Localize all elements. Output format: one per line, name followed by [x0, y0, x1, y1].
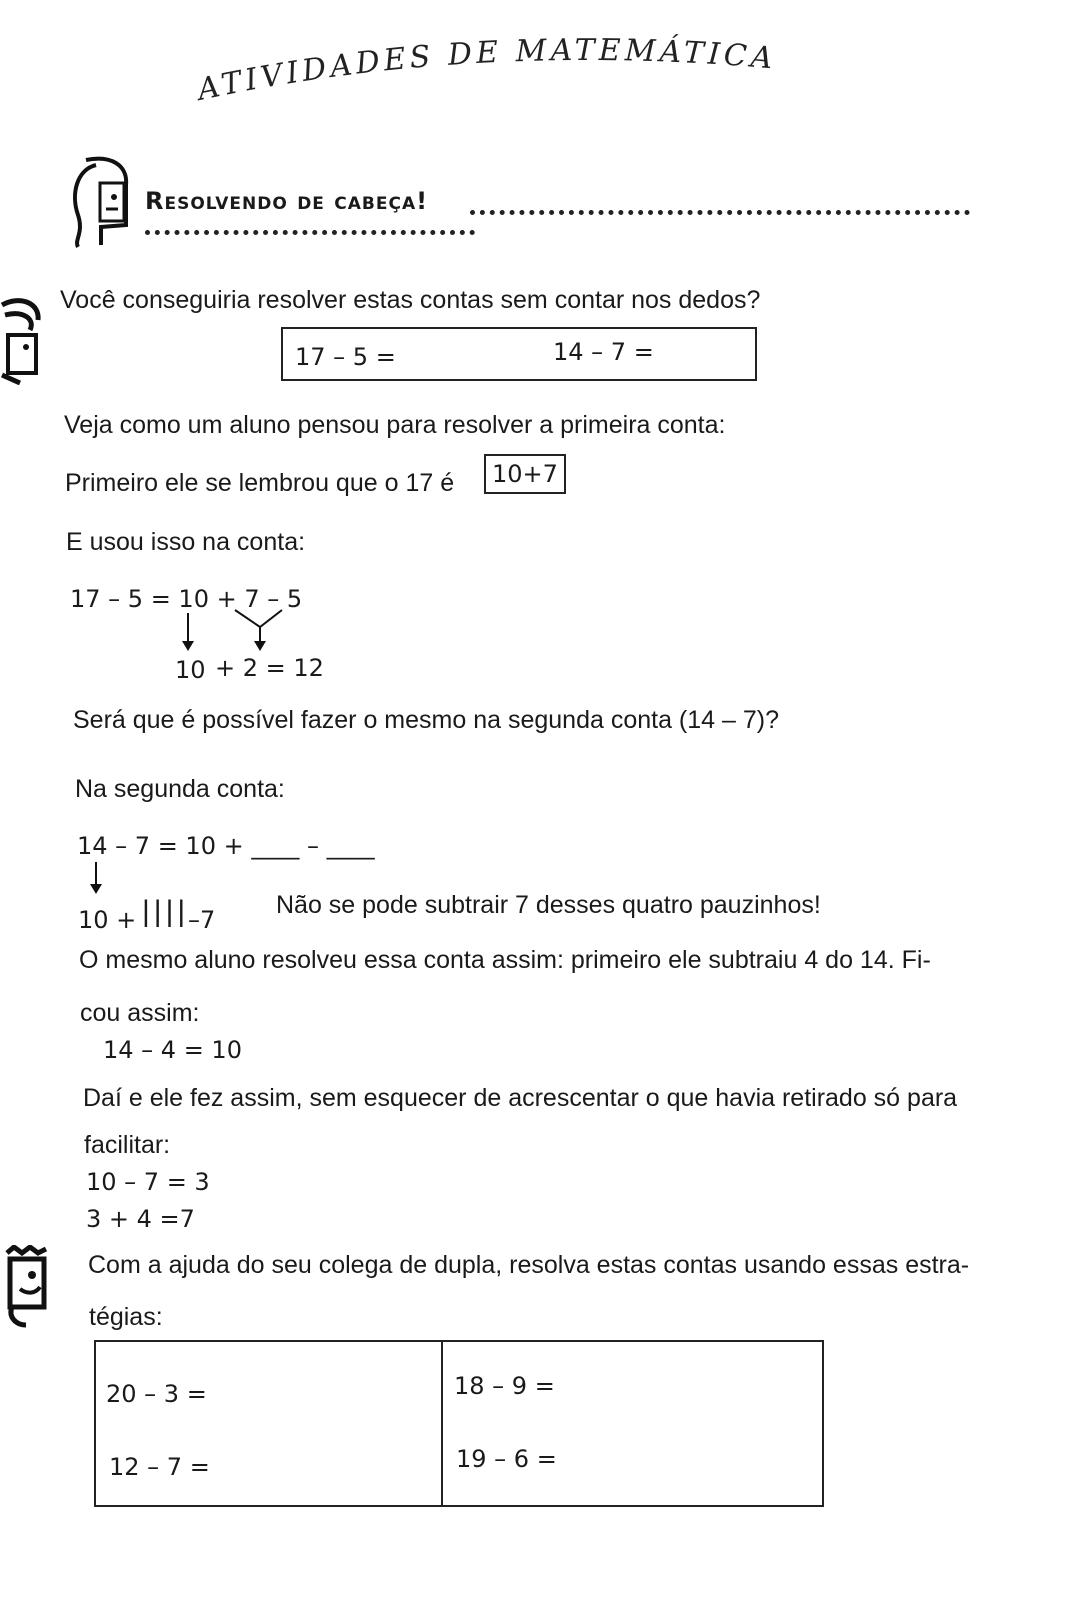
exercise-line-1: Com a ajuda do seu colega de dupla, resolva estas contas usando essas estra-	[88, 1251, 970, 1279]
second-eq2-right: –7	[188, 906, 216, 934]
second-label: Na segunda conta:	[75, 775, 285, 803]
strategy-p1-line1: O mesmo aluno resolveu essa conta assim: primeiro ele subtraiu 4 do 14. Fi-	[79, 946, 931, 974]
example-eq2-right: + 2 = 12	[215, 654, 324, 682]
example-equation-1: 17 – 5 = 10 + 7 – 5	[70, 585, 303, 613]
second-arrow	[86, 860, 106, 900]
exercise-op-4: 19 – 6 =	[456, 1445, 557, 1473]
svg-text:ATIVIDADES DE MATEMÁTICA: ATIVIDADES DE MATEMÁTICA	[194, 32, 778, 108]
exercise-grid-divider	[441, 1342, 443, 1505]
second-note: Não se pode subtrair 7 desses quatro pauzinhos!	[276, 891, 821, 919]
intro-op-1: 17 – 5 =	[295, 343, 396, 371]
exercise-op-1: 20 – 3 =	[106, 1380, 207, 1408]
strategy-equation-1: 14 – 4 = 10	[103, 1036, 242, 1064]
head-profile-icon	[66, 155, 136, 250]
second-eq2-left: 10 +	[78, 906, 137, 934]
example-arrows	[170, 605, 290, 660]
pair-face-icon	[0, 295, 45, 385]
section-dots-bottom	[145, 230, 475, 235]
example-line-1: Veja como um aluno pensou para resolver a primeira conta:	[64, 411, 726, 439]
example-line-2: Primeiro ele se lembrou que o 17 é	[65, 469, 455, 497]
strategy-p2-line2: facilitar:	[84, 1131, 171, 1159]
strategy-p2-line1: Daí e ele fez assim, sem esquecer de acrescentar o que havia retirado só para	[83, 1084, 958, 1112]
exercise-op-3: 12 – 7 =	[109, 1453, 210, 1481]
header-title	[180, 30, 820, 120]
second-equation-1: 14 – 7 = 10 + ____ – ____	[77, 832, 375, 860]
exercise-op-2: 18 – 9 =	[454, 1372, 555, 1400]
exercise-line-2: tégias:	[89, 1303, 163, 1331]
exercise-grid	[94, 1340, 824, 1507]
second-question: Será que é possível fazer o mesmo na segunda conta (14 – 7)?	[73, 706, 779, 734]
section-title: Resolvendo de cabeça!	[145, 187, 429, 215]
example-eq2-left: 10	[175, 656, 206, 684]
strategy-p1-line2: cou assim:	[80, 999, 200, 1027]
face-icon	[2, 1245, 52, 1330]
intro-op-2: 14 – 7 =	[553, 338, 654, 366]
section-dots-top	[470, 210, 970, 215]
example-line-3: E usou isso na conta:	[66, 528, 306, 556]
strategy-equation-3: 3 + 4 =7	[86, 1205, 195, 1233]
intro-question: Você conseguiria resolver estas contas sem contar nos dedos?	[60, 286, 761, 314]
tally-marks: ||||	[142, 895, 190, 928]
example-boxed-value: 10+7	[484, 454, 566, 494]
strategy-equation-2: 10 – 7 = 3	[86, 1168, 210, 1196]
